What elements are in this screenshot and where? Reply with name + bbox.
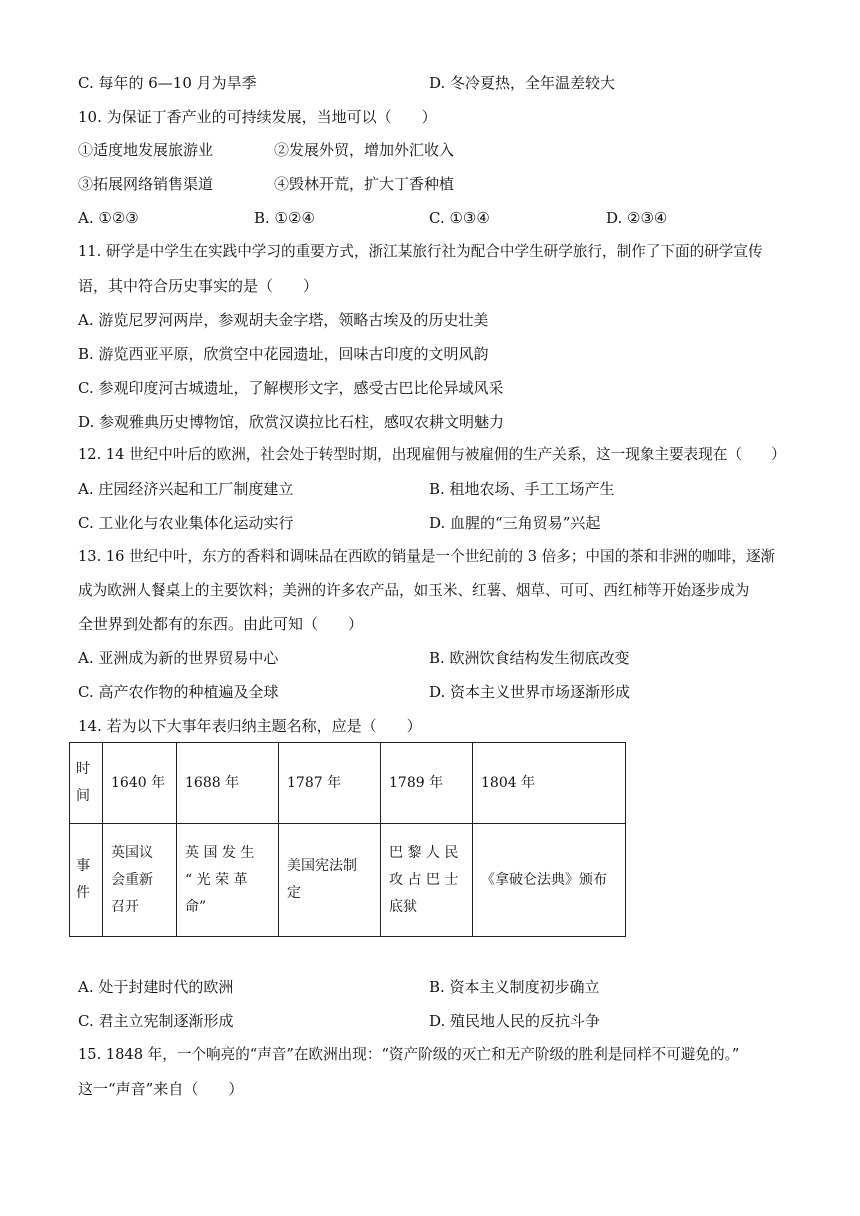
event-cell: 美国宪法制 定: [279, 824, 381, 937]
q12-option-d: D. 血腥的“三角贸易”兴起: [429, 514, 601, 532]
year-cell: 1789 年: [381, 743, 473, 824]
row-header-time: 时 间: [70, 743, 103, 824]
table-row-time: [70, 743, 626, 824]
year-cell: 1787 年: [279, 743, 381, 824]
q13-option-d: D. 资本主义世界市场逐渐形成: [429, 683, 631, 701]
q10-item-4: ④毁林开荒，扩大丁香种植: [274, 175, 455, 193]
q13-stem-line3: 全世界到处都有的东西。由此可知（ ）: [78, 615, 364, 633]
q11-stem-line2: 语，其中符合历史事实的是（ ）: [78, 277, 319, 295]
row-header-event: 事 件: [70, 824, 103, 937]
q9-option-d: D. 冬冷夏热，全年温差较大: [429, 74, 616, 92]
event-cell: 英国议 会重新 召开: [103, 824, 177, 937]
q11-stem-line1: 11. 研学是中学生在实践中学习的重要方式，浙江某旅行社为配合中学生研学旅行，制作了下面的研学宣传: [78, 243, 763, 260]
q12-option-c: C. 工业化与农业集体化运动实行: [78, 514, 294, 532]
q10-item-1: ①适度地发展旅游业: [78, 141, 214, 159]
q10-item-2: ②发展外贸，增加外汇收入: [274, 141, 455, 159]
q15-stem-line1: 15. 1848 年，一个响亮的“声音”在欧洲出现：“资产阶级的灭亡和无产阶级的胜利是同样不可避免的。”: [78, 1046, 740, 1063]
q11-option-d: D. 参观雅典历史博物馆，欣赏汉谟拉比石柱，感叹农耕文明魅力: [78, 413, 505, 431]
q13-stem-line1: 13. 16 世纪中叶，东方的香料和调味品在西欧的销量是一个世纪前的 3 倍多；中国的茶和非洲的咖啡，逐渐: [78, 548, 776, 565]
table-row-event: [70, 824, 626, 937]
q11-option-b: B. 游览西亚平原，欣赏空中花园遗址，回味古印度的文明风韵: [78, 345, 489, 363]
q11-option-a: A. 游览尼罗河两岸，参观胡夫金字塔，领略古埃及的历史壮美: [78, 311, 489, 329]
year-cell: 1804 年: [473, 743, 626, 824]
q14-stem: 14. 若为以下大事年表归纳主题名称，应是（ ）: [78, 717, 422, 735]
q10-item-3: ③拓展网络销售渠道: [78, 175, 214, 193]
event-cell: 《拿破仑法典》颁布: [473, 824, 626, 937]
q12-option-b: B. 租地农场、手工工场产生: [429, 480, 615, 498]
q14-option-c: C. 君主立宪制逐渐形成: [78, 1012, 234, 1030]
year-cell: 1640 年: [103, 743, 177, 824]
year-cell: 1688 年: [177, 743, 279, 824]
event-cell: 巴 黎 人 民 攻 占 巴 士 底狱: [381, 824, 473, 937]
q14-option-d: D. 殖民地人民的反抗斗争: [429, 1012, 601, 1030]
q9-option-c: C. 每年的 6—10 月为旱季: [78, 74, 257, 92]
q12-stem: 12. 14 世纪中叶后的欧洲，社会处于转型时期，出现雇佣与被雇佣的生产关系，这一现象主要表现在（ ）: [78, 446, 786, 463]
q13-option-c: C. 高产农作物的种植遍及全球: [78, 683, 279, 701]
q11-option-c: C. 参观印度河古城遗址，了解楔形文字，感受古巴比伦异域风采: [78, 379, 504, 397]
q15-stem-line2: 这一“声音”来自（ ）: [78, 1080, 244, 1098]
q13-option-a: A. 亚洲成为新的世界贸易中心: [78, 649, 279, 667]
q10-option-b: B. ①②④: [254, 209, 315, 227]
event-cell: 英 国 发 生 “ 光 荣 革 命”: [177, 824, 279, 937]
q13-option-b: B. 欧洲饮食结构发生彻底改变: [429, 649, 630, 667]
events-table: [69, 742, 626, 937]
q10-option-d: D. ②③④: [606, 209, 668, 227]
q14-option-a: A. 处于封建时代的欧洲: [78, 978, 234, 996]
q13-stem-line2: 成为欧洲人餐桌上的主要饮料；美洲的许多农产品，如玉米、红薯、烟草、可可、西红柿等开始逐步成为: [78, 582, 750, 599]
q10-option-a: A. ①②③: [78, 209, 139, 227]
q14-option-b: B. 资本主义制度初步确立: [429, 978, 600, 996]
q12-option-a: A. 庄园经济兴起和工厂制度建立: [78, 480, 294, 498]
q10-stem: 10. 为保证丁香产业的可持续发展，当地可以（ ）: [78, 108, 437, 126]
q10-option-c: C. ①③④: [429, 209, 490, 227]
